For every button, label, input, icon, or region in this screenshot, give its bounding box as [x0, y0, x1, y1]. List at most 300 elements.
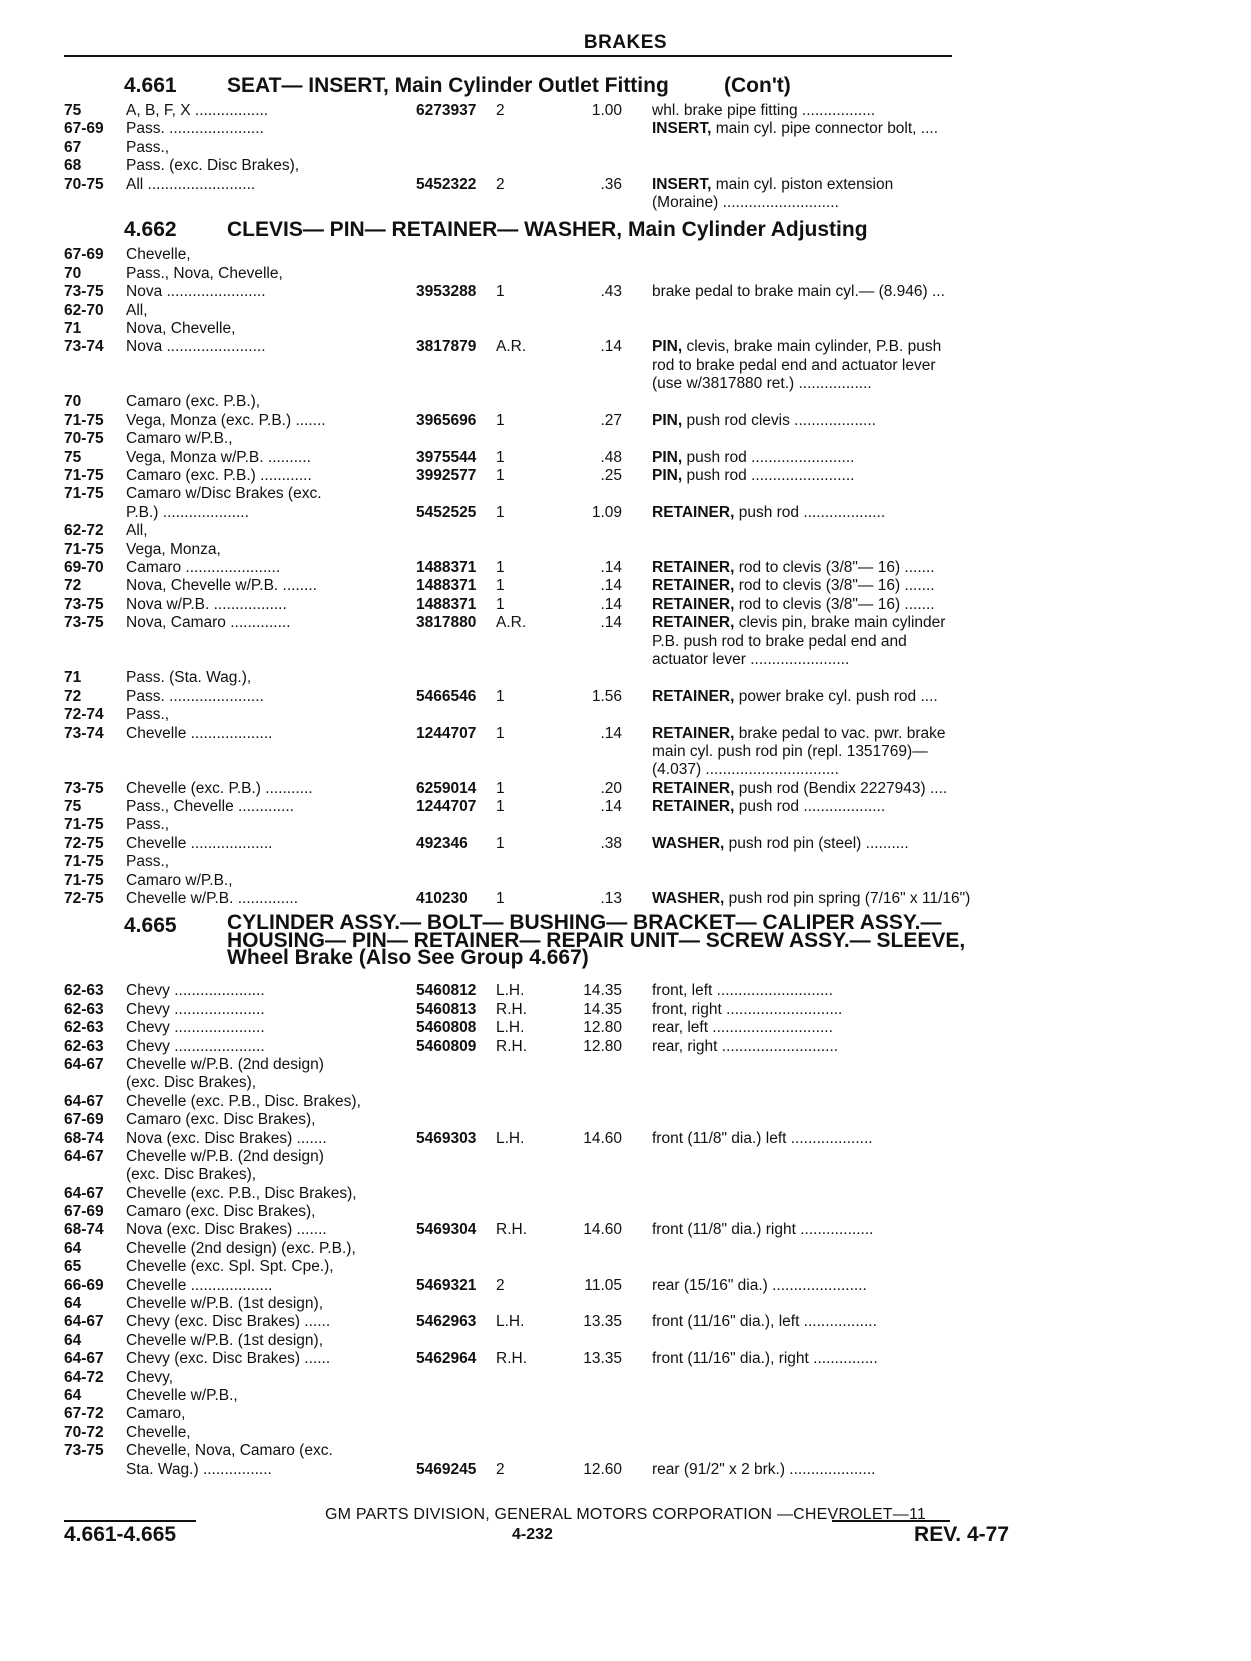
parts-row	[64, 633, 1014, 651]
section-title-line: CYLINDER ASSY.— BOLT— BUSHING— BRACKET— CALIPER ASSY.—	[227, 911, 942, 935]
part-number-cell: 5460809	[416, 1037, 477, 1055]
price-cell: .38	[600, 834, 622, 852]
year-cell: 75	[64, 798, 82, 816]
description-text: rod to brake pedal end and actuator lever	[652, 356, 936, 374]
section-title	[227, 74, 669, 98]
description-text: push rod (Bendix 2227943) ....	[734, 779, 948, 797]
description-cell	[652, 890, 1022, 908]
description-cell	[652, 176, 1022, 194]
parts-row	[64, 1424, 1014, 1442]
quantity-cell: R.H.	[496, 1350, 527, 1368]
description-text: brake pedal to vac. pwr. brake	[734, 724, 946, 742]
parts-row	[64, 485, 1014, 503]
parts-row	[64, 357, 1014, 375]
parts-row	[64, 559, 1014, 577]
parts-row	[64, 176, 1014, 194]
section-number: 4.662	[124, 218, 177, 242]
description-cell	[652, 102, 1022, 120]
parts-row	[64, 1442, 1014, 1460]
application-cell: Camaro w/P.B.,	[126, 430, 233, 448]
quantity-cell: R.H.	[496, 1000, 527, 1018]
application-cell: Camaro (exc. Disc Brakes),	[126, 1111, 316, 1129]
page-header-title: BRAKES	[583, 32, 668, 53]
quantity-cell: 1	[496, 779, 505, 797]
price-cell: .36	[600, 175, 622, 193]
description-text: push rod pin (steel) ..........	[724, 834, 909, 852]
description-text: clevis pin, brake main cylinder	[734, 614, 946, 632]
part-number-cell: 5469304	[416, 1221, 477, 1239]
part-number-cell: 5466546	[416, 687, 477, 705]
description-text: (Moraine) ...........................	[652, 193, 839, 211]
parts-row	[64, 1277, 1014, 1295]
description-cell	[652, 725, 1022, 743]
description-keyword: PIN,	[652, 338, 683, 356]
part-number-cell: 6273937	[416, 102, 477, 119]
part-number-cell: 1488371	[416, 577, 477, 595]
part-number-cell: 1244707	[416, 798, 477, 816]
parts-row	[64, 669, 1014, 687]
parts-row	[64, 706, 1014, 724]
description-text: rod to clevis (3/8"— 16) .......	[734, 558, 935, 576]
year-cell: 70-75	[64, 430, 104, 448]
section-title-line: SEAT— INSERT, Main Cylinder Outlet Fitting	[227, 74, 669, 97]
application-cell: All,	[126, 522, 148, 540]
application-cell: Sta. Wag.) ................	[126, 1460, 272, 1478]
description-cell	[652, 412, 1022, 430]
part-number-cell: 3975544	[416, 448, 477, 466]
application-cell: Camaro (exc. Disc Brakes),	[126, 1203, 316, 1221]
section-title-line: CLEVIS— PIN— RETAINER— WASHER, Main Cylinder Adjusting	[227, 218, 868, 242]
year-cell: 67	[64, 138, 82, 156]
description-text: clevis, brake main cylinder, P.B. push	[682, 338, 942, 356]
quantity-cell: 1	[496, 448, 505, 466]
year-cell: 62-63	[64, 1019, 104, 1037]
application-cell: Camaro w/Disc Brakes (exc.	[126, 485, 322, 503]
quantity-cell: 1	[496, 890, 505, 908]
application-cell: Chevy .....................	[126, 982, 265, 1000]
year-cell: 72-75	[64, 890, 104, 908]
year-cell: 64-67	[64, 1313, 104, 1331]
price-cell: .14	[600, 558, 622, 576]
section-number: 4.661	[124, 74, 177, 97]
description-text: main cyl. piston extension	[711, 175, 894, 193]
parts-row	[64, 1258, 1014, 1276]
parts-row	[64, 522, 1014, 540]
application-cell: Chevy .....................	[126, 1019, 265, 1037]
parts-row	[64, 1332, 1014, 1350]
quantity-cell: 1	[496, 834, 505, 852]
parts-row	[64, 157, 1014, 175]
price-cell: .20	[600, 779, 622, 797]
part-number-cell: 5460812	[416, 982, 477, 1000]
description-cell	[652, 651, 1022, 669]
description-text: rear (15/16" dia.) ......................	[652, 1276, 867, 1294]
year-cell: 67-69	[64, 1111, 104, 1129]
parts-row	[64, 467, 1014, 485]
year-cell: 71-75	[64, 411, 104, 429]
application-cell: Chevy (exc. Disc Brakes) ......	[126, 1350, 331, 1368]
year-cell: 71-75	[64, 853, 104, 871]
part-number-cell: 492346	[416, 834, 468, 852]
quantity-cell: 1	[496, 558, 505, 576]
application-cell: Chevelle w/P.B. (2nd design)	[126, 1055, 324, 1073]
part-number-cell: 1488371	[416, 595, 477, 613]
application-cell: All,	[126, 301, 148, 319]
parts-row	[64, 1461, 1014, 1479]
footer-publisher: GM PARTS DIVISION, GENERAL MOTORS CORPORATION —CHEVROLET—11	[325, 1506, 926, 1523]
description-cell	[652, 1313, 1022, 1331]
quantity-cell: 1	[496, 411, 505, 429]
description-text: rear, right ...........................	[652, 1037, 839, 1055]
parts-row	[64, 1019, 1014, 1037]
header-rule	[64, 55, 952, 57]
part-number-cell: 5452322	[416, 175, 477, 193]
year-cell: 64	[64, 1387, 82, 1404]
year-cell: 70-72	[64, 1423, 104, 1441]
parts-row	[64, 1313, 1014, 1331]
description-text: push rod ...................	[734, 798, 886, 816]
price-cell: 14.35	[583, 1000, 622, 1018]
footer-group-range: 4.661-4.665	[64, 1523, 177, 1546]
description-cell	[652, 1461, 1022, 1479]
year-cell: 73-75	[64, 1442, 104, 1460]
year-cell: 71-75	[64, 540, 104, 558]
year-cell: 62-63	[64, 1037, 104, 1055]
parts-row	[64, 1074, 1014, 1092]
year-cell: 70	[64, 393, 82, 411]
description-text: push rod ........................	[682, 448, 855, 466]
price-cell: .27	[600, 411, 622, 429]
quantity-cell: 1	[496, 687, 505, 705]
price-cell: 11.05	[584, 1276, 622, 1294]
year-cell: 69-70	[64, 558, 104, 576]
parts-row	[64, 265, 1014, 283]
parts-row	[64, 577, 1014, 595]
part-number-cell: 3817880	[416, 614, 477, 632]
application-cell: Nova .......................	[126, 338, 266, 356]
description-keyword: RETAINER,	[652, 558, 735, 576]
part-number-cell: 5469245	[416, 1460, 477, 1478]
price-cell: .13	[600, 890, 622, 908]
description-cell	[652, 596, 1022, 614]
year-cell: 64	[64, 1239, 82, 1257]
parts-row	[64, 761, 1014, 779]
application-cell: All .........................	[126, 175, 256, 193]
application-cell: P.B.) ....................	[126, 503, 249, 521]
description-keyword: INSERT,	[652, 120, 712, 138]
description-cell	[652, 688, 1022, 706]
parts-row	[64, 798, 1014, 816]
quantity-cell: 1	[496, 577, 505, 595]
parts-row	[64, 780, 1014, 798]
parts-row	[64, 430, 1014, 448]
parts-row	[64, 449, 1014, 467]
part-number-cell: 3992577	[416, 467, 477, 485]
application-cell: Vega, Monza w/P.B. ..........	[126, 448, 311, 466]
part-number-cell: 5460813	[416, 1000, 477, 1018]
year-cell: 64-67	[64, 1350, 104, 1368]
year-cell: 70	[64, 264, 82, 282]
application-cell: Pass.,	[126, 816, 170, 834]
price-cell: 14.60	[583, 1129, 622, 1147]
parts-row	[64, 725, 1014, 743]
year-cell: 71-75	[64, 816, 104, 834]
parts-row	[64, 688, 1014, 706]
application-cell: Pass. (Sta. Wag.),	[126, 669, 252, 687]
application-cell: Pass., Nova, Chevelle,	[126, 264, 283, 282]
year-cell: 75	[64, 102, 82, 119]
description-text: (4.037) ...............................	[652, 761, 839, 779]
quantity-cell: L.H.	[496, 1019, 525, 1037]
price-cell: .25	[600, 467, 622, 485]
quantity-cell: 2	[496, 1460, 505, 1478]
part-number-cell: 6259014	[416, 779, 477, 797]
parts-row	[64, 1185, 1014, 1203]
description-text: rear (91/2" x 2 brk.) ....................	[652, 1460, 876, 1478]
quantity-cell: 1	[496, 467, 505, 485]
quantity-cell: 1	[496, 798, 505, 816]
quantity-cell: L.H.	[496, 1129, 525, 1147]
description-cell	[652, 449, 1022, 467]
description-cell	[652, 1221, 1022, 1239]
parts-row	[64, 338, 1014, 356]
description-cell	[652, 633, 1022, 651]
part-number-cell: 3953288	[416, 283, 477, 301]
quantity-cell: 2	[496, 1276, 505, 1294]
parts-row	[64, 246, 1014, 264]
price-cell: .48	[600, 448, 622, 466]
parts-row	[64, 816, 1014, 834]
parts-row	[64, 1350, 1014, 1368]
application-cell: Chevelle ...................	[126, 724, 273, 742]
year-cell: 62-70	[64, 301, 104, 319]
parts-row	[64, 835, 1014, 853]
description-cell	[652, 780, 1022, 798]
description-cell	[652, 577, 1022, 595]
application-cell: Chevelle (2nd design) (exc. P.B.),	[126, 1239, 356, 1257]
description-text: push rod ........................	[682, 467, 855, 485]
price-cell: 14.60	[583, 1221, 622, 1239]
parts-row	[64, 872, 1014, 890]
parts-row	[64, 1166, 1014, 1184]
year-cell: 64	[64, 1295, 82, 1313]
section-title-line: Wheel Brake (Also See Group 4.667)	[227, 946, 589, 970]
parts-row	[64, 1148, 1014, 1166]
application-cell: Chevelle w/P.B. (1st design),	[126, 1331, 324, 1349]
section-title-line: HOUSING— PIN— RETAINER— REPAIR UNIT— SCREW ASSY.— SLEEVE,	[227, 928, 966, 952]
parts-row	[64, 120, 1014, 138]
description-text: P.B. push rod to brake pedal end and	[652, 632, 907, 650]
year-cell: 64-72	[64, 1368, 104, 1386]
year-cell: 64	[64, 1331, 82, 1349]
description-cell	[652, 283, 1022, 301]
part-number-cell: 5462963	[416, 1313, 477, 1331]
year-cell: 73-74	[64, 724, 104, 742]
application-cell: Chevelle,	[126, 246, 191, 264]
application-cell: Chevelle w/P.B. (2nd design)	[126, 1147, 324, 1165]
description-text: front (11/16" dia.), left .................	[652, 1313, 877, 1331]
year-cell: 67-72	[64, 1405, 104, 1423]
description-text: rod to clevis (3/8"— 16) .......	[734, 577, 935, 595]
quantity-cell: R.H.	[496, 1037, 527, 1055]
description-text: actuator lever .......................	[652, 650, 850, 668]
year-cell: 62-72	[64, 522, 104, 540]
year-cell: 72	[64, 577, 82, 595]
section-number: 4.665	[124, 914, 177, 938]
application-cell: Chevelle ...................	[126, 1276, 273, 1294]
part-number-cell: 5462964	[416, 1350, 477, 1368]
application-cell: A, B, F, X .................	[126, 102, 269, 119]
parts-row	[64, 302, 1014, 320]
description-keyword: INSERT,	[652, 175, 712, 193]
application-cell: Chevy .....................	[126, 1037, 265, 1055]
application-cell: Chevelle (exc. P.B., Disc Brakes),	[126, 1184, 357, 1202]
description-cell	[652, 1038, 1022, 1056]
parts-row	[64, 1001, 1014, 1019]
section-title	[227, 911, 966, 970]
parts-row	[64, 393, 1014, 411]
year-cell: 71	[64, 319, 82, 337]
description-keyword: WASHER,	[652, 890, 725, 908]
price-cell: .43	[600, 283, 622, 301]
application-cell: Nova w/P.B. .................	[126, 595, 287, 613]
application-cell: Pass., Chevelle .............	[126, 798, 294, 816]
description-text: main cyl. pipe connector bolt, ....	[711, 120, 939, 138]
year-cell: 71-75	[64, 485, 104, 503]
application-cell: Pass.,	[126, 138, 170, 156]
description-keyword: WASHER,	[652, 834, 725, 852]
part-number-cell: 5460808	[416, 1019, 477, 1037]
parts-row	[64, 1093, 1014, 1111]
description-cell	[652, 357, 1022, 375]
parts-row	[64, 283, 1014, 301]
application-cell: Camaro,	[126, 1405, 186, 1423]
parts-row	[64, 651, 1014, 669]
description-cell	[652, 120, 1022, 138]
application-cell: Chevelle w/P.B. (1st design),	[126, 1295, 324, 1313]
part-number-cell: 1488371	[416, 558, 477, 576]
year-cell: 65	[64, 1258, 82, 1276]
year-cell: 70-75	[64, 175, 104, 193]
quantity-cell: 2	[496, 175, 505, 193]
price-cell: 12.60	[583, 1460, 622, 1478]
quantity-cell: 1	[496, 283, 505, 301]
year-cell: 66-69	[64, 1276, 104, 1294]
parts-row	[64, 1387, 1014, 1405]
price-cell: 14.35	[583, 982, 622, 1000]
description-cell	[652, 743, 1022, 761]
section-heading	[64, 72, 1014, 102]
description-keyword: RETAINER,	[652, 724, 735, 742]
year-cell: 73-75	[64, 283, 104, 301]
application-cell: (exc. Disc Brakes),	[126, 1074, 257, 1092]
section-title	[227, 218, 868, 242]
price-cell: 1.00	[591, 102, 622, 119]
application-cell: Chevelle (exc. P.B.) ...........	[126, 779, 313, 797]
application-cell: Chevelle, Nova, Camaro (exc.	[126, 1442, 333, 1460]
year-cell: 71-75	[64, 467, 104, 485]
description-cell	[652, 194, 1022, 212]
parts-row	[64, 541, 1014, 559]
parts-row	[64, 1221, 1014, 1239]
quantity-cell: L.H.	[496, 982, 525, 1000]
application-cell: Chevelle (exc. P.B., Disc. Brakes),	[126, 1092, 361, 1110]
description-cell	[652, 614, 1022, 632]
description-text: push rod ...................	[734, 503, 886, 521]
parts-row	[64, 853, 1014, 871]
price-cell: 13.35	[583, 1350, 622, 1368]
description-keyword: PIN,	[652, 467, 683, 485]
part-number-cell: 3817879	[416, 338, 477, 356]
application-cell: Chevelle,	[126, 1423, 191, 1441]
year-cell: 73-75	[64, 779, 104, 797]
parts-list	[64, 68, 1014, 1479]
application-cell: Nova, Camaro ..............	[126, 614, 291, 632]
parts-row	[64, 1203, 1014, 1221]
parts-row	[64, 1111, 1014, 1129]
application-cell: Vega, Monza,	[126, 540, 221, 558]
description-cell	[652, 504, 1022, 522]
parts-row	[64, 1130, 1014, 1148]
application-cell: Chevy .....................	[126, 1000, 265, 1018]
price-cell: .14	[600, 614, 622, 632]
year-cell: 64-67	[64, 1147, 104, 1165]
quantity-cell: A.R.	[496, 614, 527, 632]
description-cell	[652, 375, 1022, 393]
year-cell: 62-63	[64, 1000, 104, 1018]
price-cell: 12.80	[583, 1037, 622, 1055]
parts-row	[64, 1295, 1014, 1313]
price-cell: 1.56	[591, 687, 622, 705]
parts-row	[64, 139, 1014, 157]
quantity-cell: L.H.	[496, 1313, 525, 1331]
year-cell: 73-75	[64, 595, 104, 613]
price-cell: .14	[600, 577, 622, 595]
year-cell: 64-67	[64, 1184, 104, 1202]
year-cell: 72-74	[64, 706, 104, 724]
year-cell: 71	[64, 669, 82, 687]
parts-row	[64, 194, 1014, 212]
section-continued-label: (Con't)	[724, 74, 791, 97]
application-cell: Pass.,	[126, 706, 170, 724]
description-keyword: RETAINER,	[652, 595, 735, 613]
application-cell: Nova, Chevelle,	[126, 319, 236, 337]
description-cell	[652, 761, 1022, 779]
parts-row	[64, 504, 1014, 522]
price-cell: 1.09	[591, 503, 622, 521]
application-cell: Nova .......................	[126, 283, 266, 301]
application-cell: Chevelle (exc. Spl. Spt. Cpe.),	[126, 1258, 334, 1276]
description-cell	[652, 982, 1022, 1000]
description-text: front, left ...........................	[652, 982, 833, 1000]
quantity-cell: 2	[496, 102, 505, 119]
year-cell: 72-75	[64, 834, 104, 852]
description-cell	[652, 798, 1022, 816]
year-cell: 68	[64, 157, 82, 175]
application-cell: Pass. (exc. Disc Brakes),	[126, 157, 300, 175]
year-cell: 64-67	[64, 1092, 104, 1110]
year-cell: 73-75	[64, 614, 104, 632]
parts-row	[64, 1038, 1014, 1056]
year-cell: 64-67	[64, 1055, 104, 1073]
parts-row	[64, 890, 1014, 908]
application-cell: Pass. ......................	[126, 120, 264, 138]
description-cell	[652, 835, 1022, 853]
year-cell: 67-69	[64, 1203, 104, 1221]
parts-row	[64, 320, 1014, 338]
part-number-cell: 5469321	[416, 1276, 477, 1294]
footer-page-number: 4-232	[512, 1526, 553, 1543]
